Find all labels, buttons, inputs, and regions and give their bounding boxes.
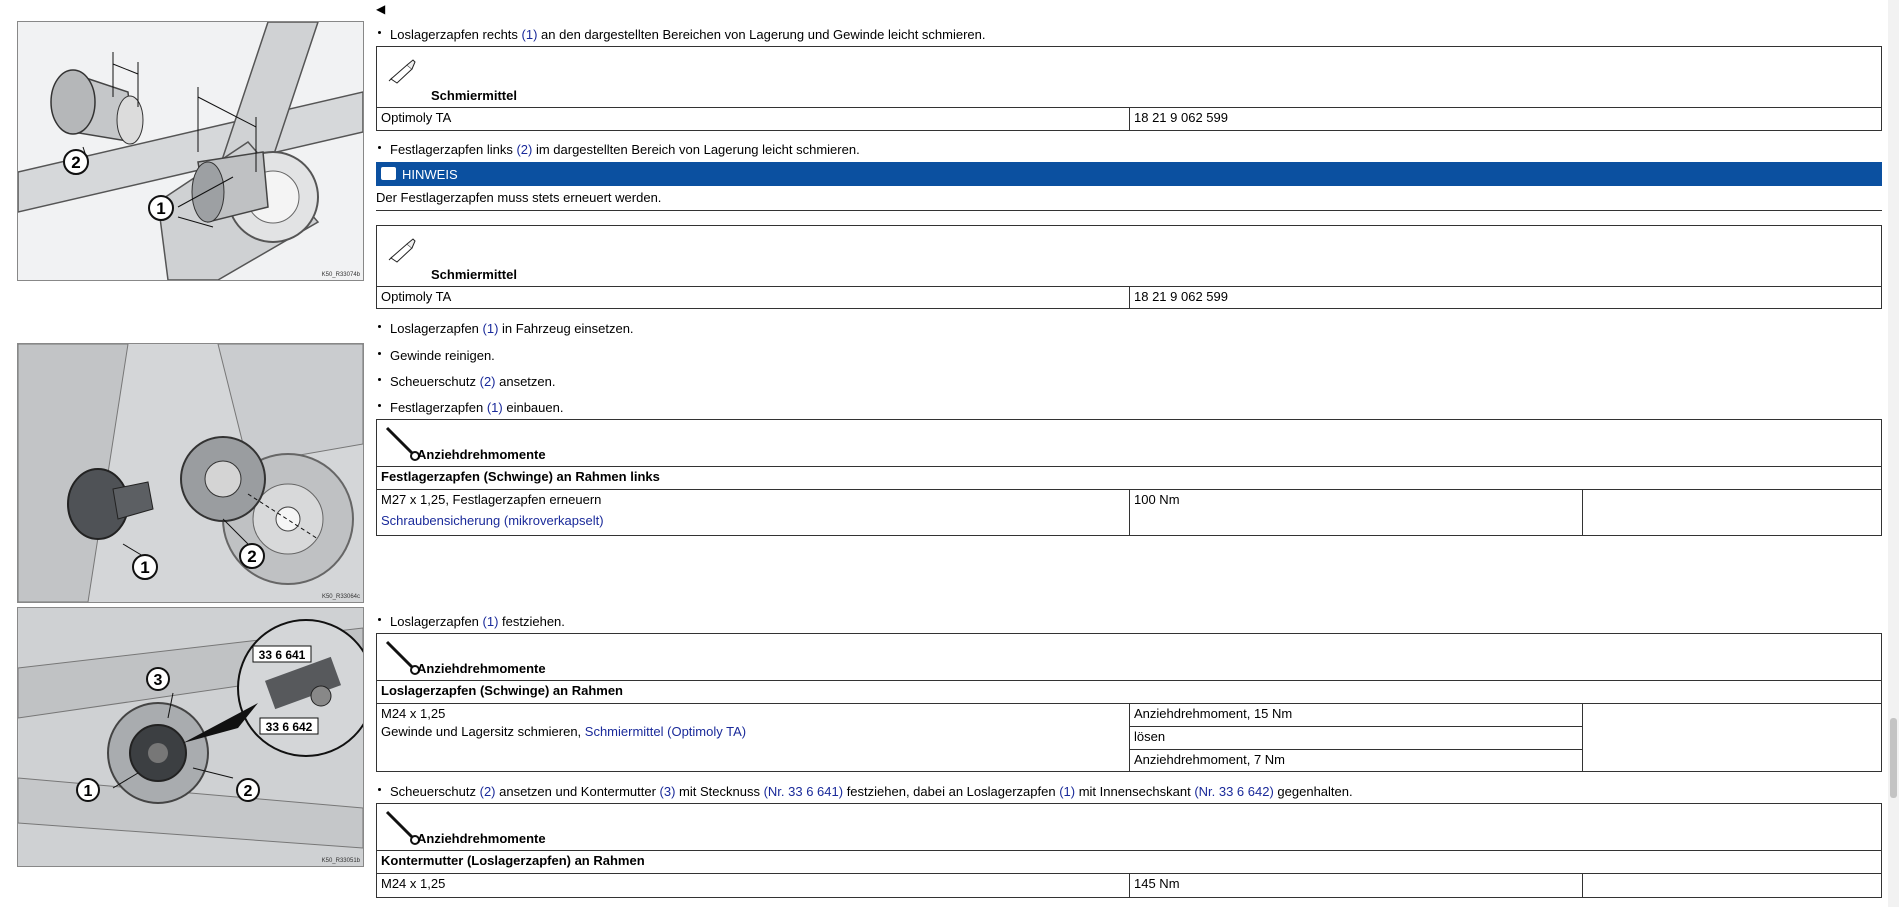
threadlocker-link[interactable]: Schraubensicherung (mikroverkapselt) — [381, 513, 604, 528]
tool-link-33-6-641[interactable]: (Nr. 33 6 641) — [763, 784, 844, 799]
step-2: Festlagerzapfen links (2) im dargestellten Bereich von Lagerung leicht schmieren. — [376, 142, 860, 157]
lubricant-row: Optimoly TA 18 21 9 062 599 — [376, 108, 1882, 131]
scrollbar-thumb[interactable] — [1890, 718, 1897, 798]
torque-title-row: Kontermutter (Loslagerzapfen) an Rahmen — [376, 851, 1882, 874]
step-4: Gewinde reinigen. — [376, 348, 495, 363]
torque-table-2 — [376, 633, 1882, 681]
lubricant-link[interactable]: Schmiermittel (Optimoly TA) — [584, 724, 747, 739]
torque-table-1 — [376, 419, 1882, 467]
torque-value-row: M27 x 1,25, Festlagerzapfen erneuern Schraubensicherung (mikroverkapselt) 100 Nm — [376, 490, 1882, 536]
lubricant-header: Schmiermittel — [431, 88, 517, 103]
torque-header: Anziehdrehmomente — [417, 447, 546, 462]
step-1: Loslagerzapfen rechts (1) an den dargestellten Bereichen von Lagerung und Gewinde leicht schmieren. — [376, 27, 986, 42]
note-banner — [376, 162, 1882, 186]
torque-table-3 — [376, 803, 1882, 851]
note-divider — [376, 210, 1882, 211]
figure-code: K50_R33064c — [321, 594, 360, 600]
lubricant-table-2 — [376, 225, 1882, 287]
callout-1: 1 — [140, 558, 150, 577]
figure-code: K50_R33074b — [321, 272, 360, 278]
step-7: Loslagerzapfen (1) festziehen. — [376, 614, 565, 629]
note-label: HINWEIS — [402, 167, 458, 182]
tool-link-33-6-642[interactable]: (Nr. 33 6 642) — [1194, 784, 1274, 799]
step-5: Scheuerschutz (2) ansetzen. — [376, 374, 556, 389]
torque-value-row: M24 x 1,25 Gewinde und Lagersitz schmieren, Schmiermittel (Optimoly TA) Anziehdrehmoment, 15 Nm lösen Anziehdrehmoment, 7 Nm — [376, 704, 1882, 772]
lubricant-header: Schmiermittel — [431, 267, 517, 282]
step-6: Festlagerzapfen (1) einbauen. — [376, 400, 563, 415]
lubricant-table-1 — [376, 46, 1882, 108]
figure-bearing-pins — [17, 21, 364, 281]
grease-tube-icon — [387, 57, 417, 85]
figure-loose-pin-tighten — [17, 607, 364, 867]
step-8: Scheuerschutz (2) ansetzen und Kontermutter (3) mit Stecknuss (Nr. 33 6 641) festziehen, dabei an Loslagerzapfen (1) mit Innensechskant (Nr. 33 6 642) gegenhalten. — [376, 784, 1353, 799]
lubricant-row: Optimoly TA 18 21 9 062 599 — [376, 287, 1882, 309]
callout-1: 1 — [83, 783, 93, 800]
tool-label-33-6-642: 33 6 642 — [265, 720, 313, 734]
torque-header: Anziehdrehmomente — [417, 661, 546, 676]
callout-3: 3 — [153, 672, 163, 689]
figure-code: K50_R33051b — [321, 858, 360, 864]
callout-2: 2 — [71, 153, 81, 172]
torque-header: Anziehdrehmomente — [417, 831, 546, 846]
callout-2: 2 — [247, 547, 257, 566]
back-arrow-icon[interactable]: ◀ — [376, 2, 386, 16]
torque-title-row: Festlagerzapfen (Schwinge) an Rahmen links — [376, 467, 1882, 490]
grease-tube-icon — [387, 236, 417, 264]
callout-1: 1 — [156, 199, 166, 218]
figure-fixed-pin-install — [17, 343, 364, 603]
note-text: Der Festlagerzapfen muss stets erneuert werden. — [376, 190, 662, 205]
note-hand-icon — [381, 167, 396, 180]
torque-title-row: Loslagerzapfen (Schwinge) an Rahmen — [376, 681, 1882, 704]
callout-2: 2 — [243, 783, 253, 800]
tool-label-33-6-641: 33 6 641 — [258, 648, 306, 662]
step-3: Loslagerzapfen (1) in Fahrzeug einsetzen. — [376, 321, 634, 336]
torque-value-row: M24 x 1,25 145 Nm — [376, 874, 1882, 898]
vertical-scrollbar[interactable] — [1888, 0, 1899, 907]
